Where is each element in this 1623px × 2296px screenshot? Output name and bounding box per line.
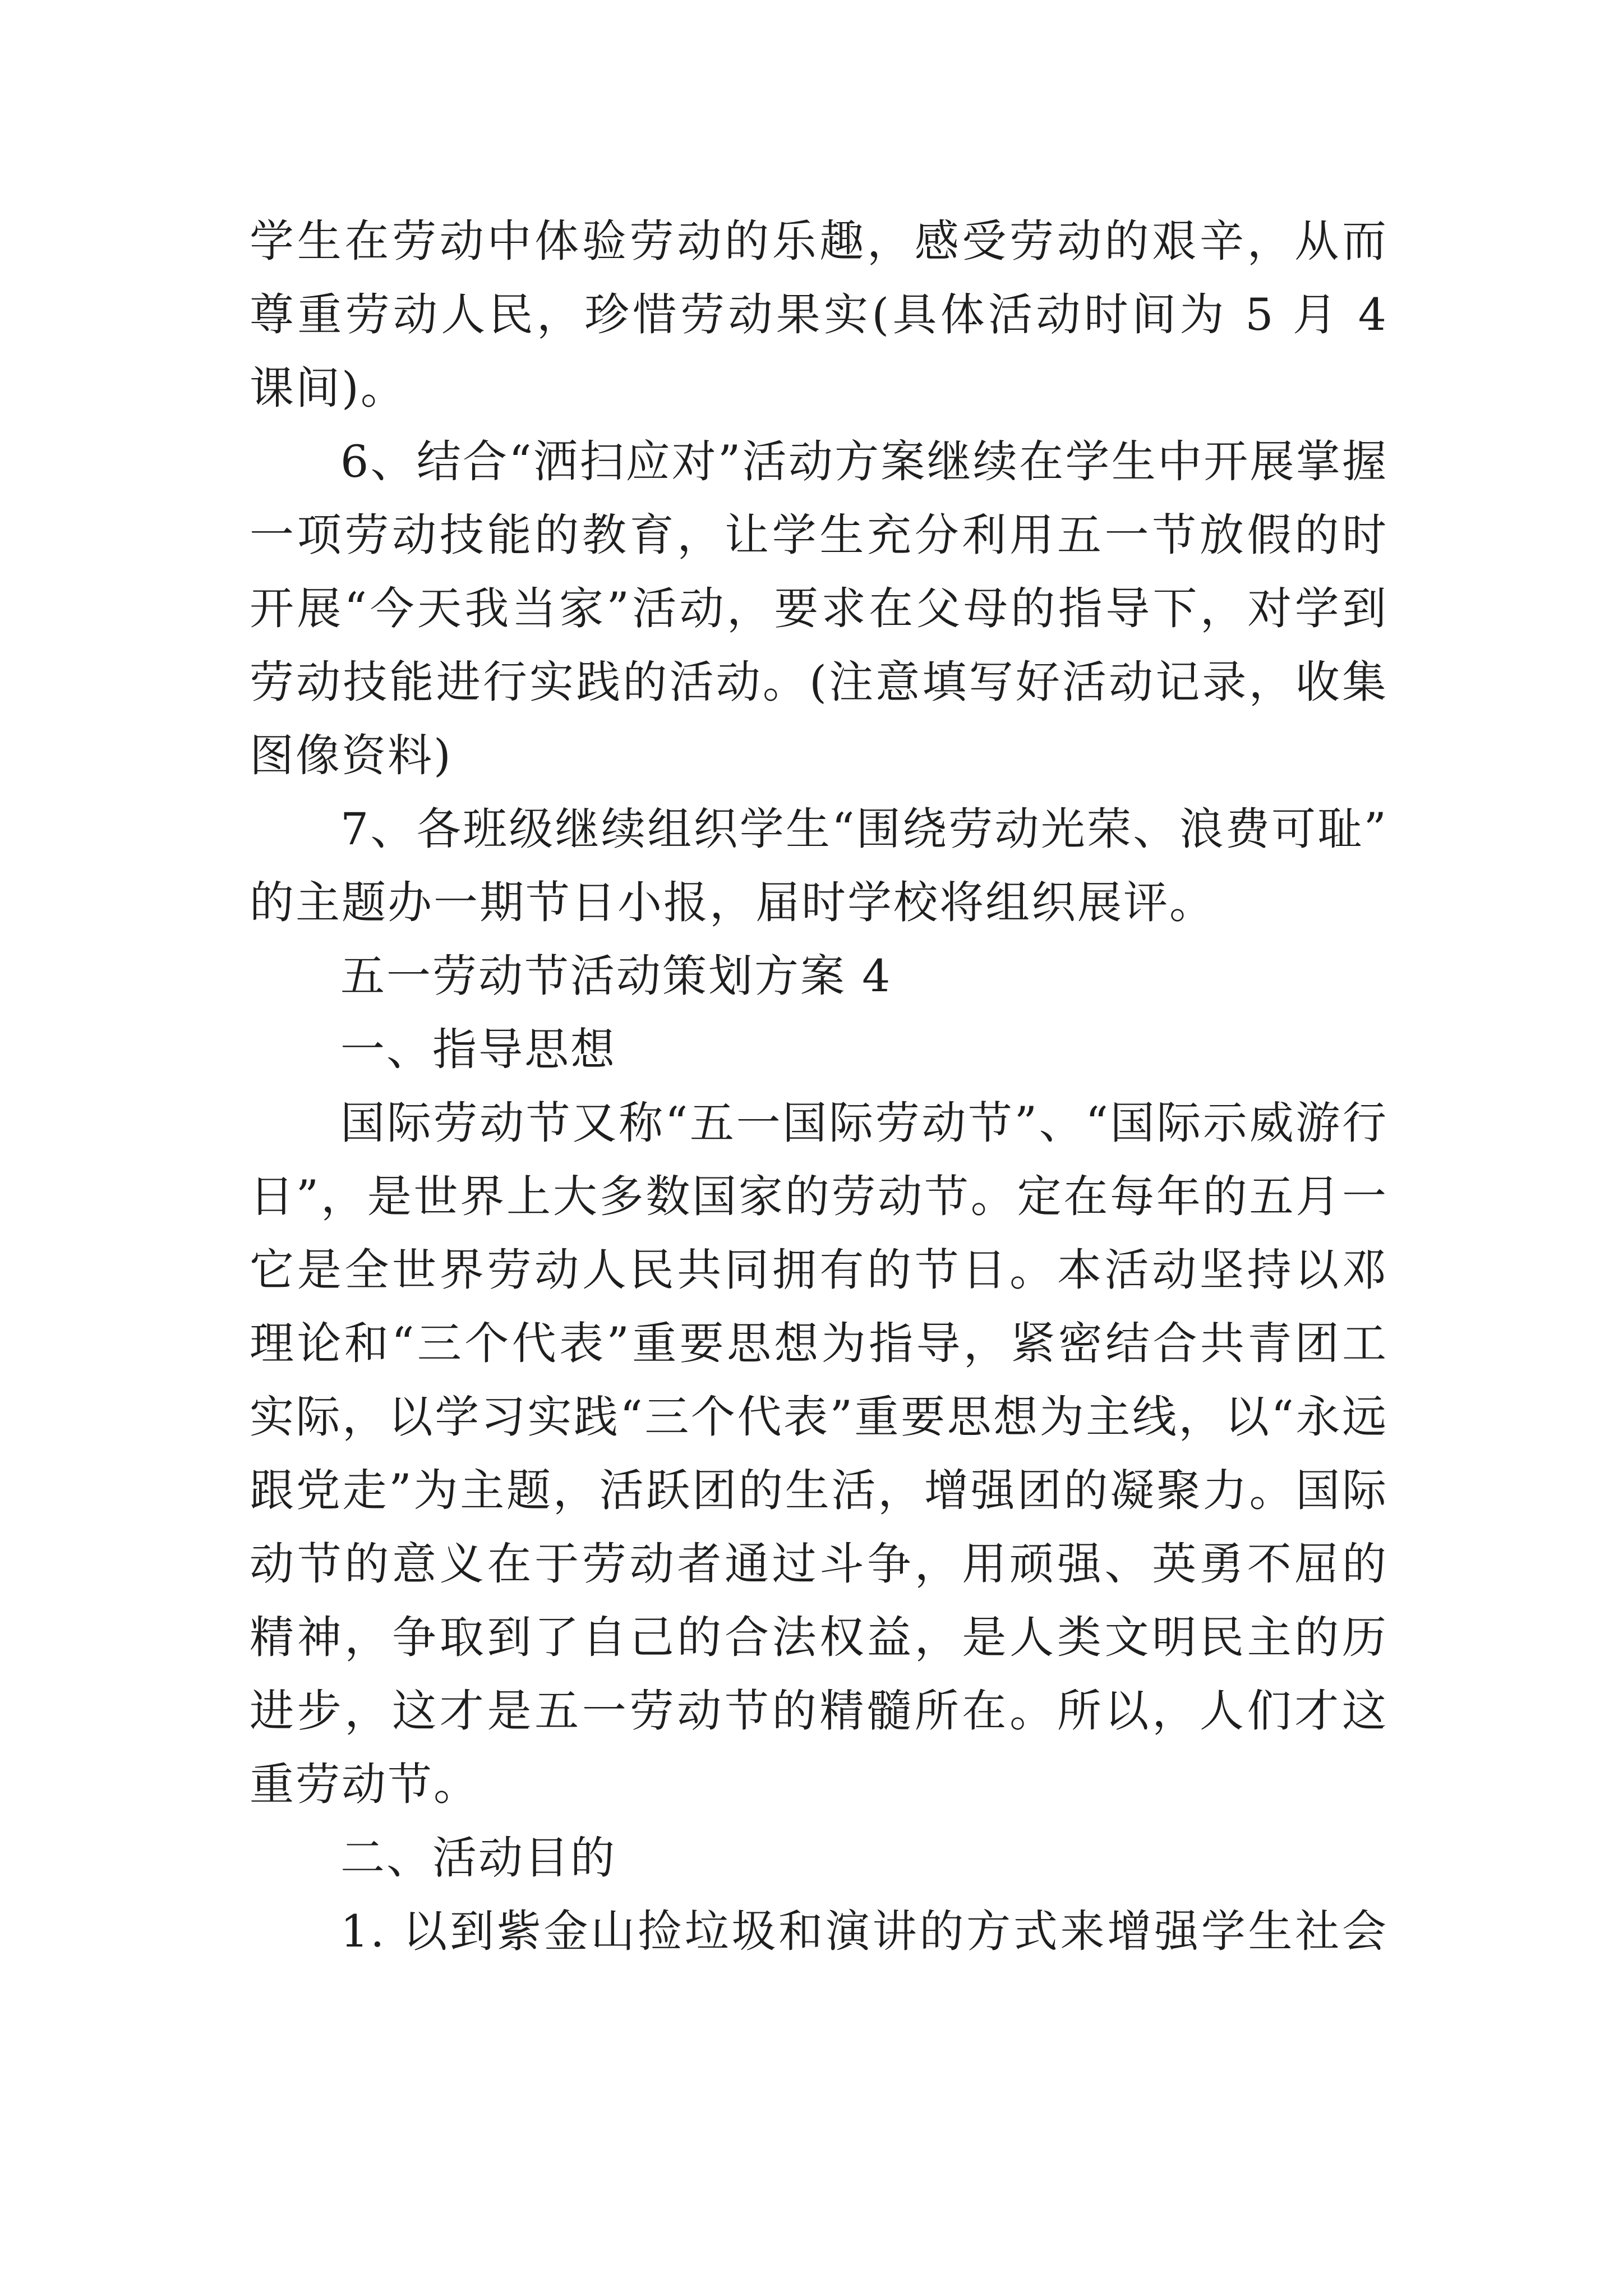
text-line: 动节的意义在于劳动者通过斗争，用顽强、英勇不屈的: [250, 1538, 1388, 1590]
text-line: 图像资料): [250, 730, 453, 781]
text-line: 日”，是世界上大多数国家的劳动节。定在每年的五月一: [250, 1171, 1388, 1222]
text-line: 一项劳动技能的教育，让学生充分利用五一节放假的时: [250, 509, 1388, 561]
text-line: 精神，争取到了自己的合法权益，是人类文明民主的历: [250, 1612, 1388, 1663]
text-line: 理论和“三个代表”重要思想为指导，紧密结合共青团工: [250, 1318, 1388, 1369]
text-line: 实际，以学习实践“三个代表”重要思想为主线，以“永远: [250, 1391, 1388, 1443]
text-line: 尊重劳动人民，珍惜劳动果实(具体活动时间为 5 月 4: [250, 289, 1388, 341]
text-line: 7、各班级继续组织学生“围绕劳动光荣、浪费可耻”: [340, 803, 1388, 855]
section-heading: 二、活动目的: [340, 1832, 616, 1884]
text-line: 课间)。: [250, 362, 407, 414]
text-line: 1. 以到紫金山捡垃圾和演讲的方式来增强学生社会: [340, 1906, 1388, 1957]
text-line: 重劳动节。: [250, 1759, 479, 1810]
text-line: 跟党走”为主题，活跃团的生活，增强团的凝聚力。国际: [250, 1465, 1388, 1516]
document-body: [250, 205, 1388, 1968]
text-line: 6、结合“洒扫应对”活动方案继续在学生中开展掌握: [340, 436, 1388, 487]
text-line: 它是全世界劳动人民共同拥有的节日。本活动坚持以邓: [250, 1244, 1388, 1296]
text-line: 的主题办一期节日小报，届时学校将组织展评。: [250, 877, 1215, 928]
text-line: 学生在劳动中体验劳动的乐趣，感受劳动的艰辛，从而: [250, 215, 1388, 267]
text-line: 进步，这才是五一劳动节的精髓所在。所以，人们才这: [250, 1685, 1388, 1737]
section-heading: 一、指导思想: [340, 1024, 616, 1075]
text-line: 国际劳动节又称“五一国际劳动节”、“国际示威游行: [340, 1097, 1388, 1149]
text-line: 开展“今天我当家”活动，要求在父母的指导下，对学到: [250, 583, 1388, 634]
text-line: 劳动技能进行实践的活动。(注意填写好活动记录，收集: [250, 656, 1388, 708]
section-title: 五一劳动节活动策划方案 4: [340, 950, 892, 1002]
